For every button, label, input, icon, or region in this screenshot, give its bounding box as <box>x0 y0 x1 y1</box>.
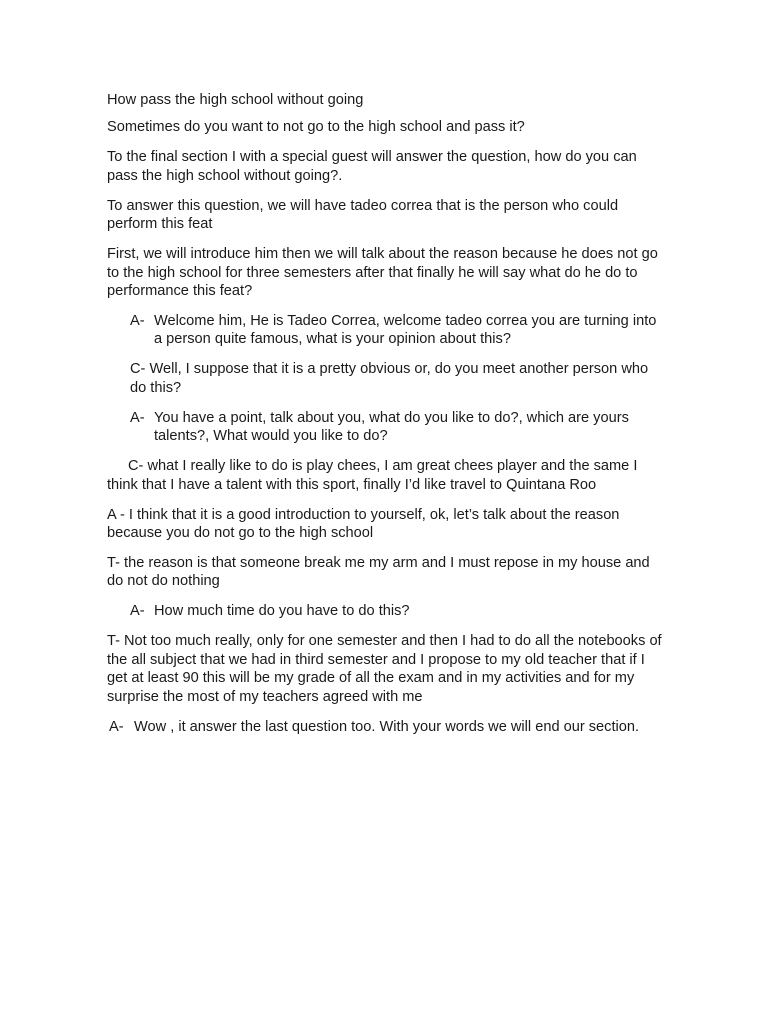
dialogue-text: You have a point, talk about you, what do you like to do?, which are yours talents?, What would you like to do? <box>154 409 629 445</box>
dialogue-a2 <box>107 409 667 446</box>
guest-paragraph: To answer this question, we will have tadeo correa that is the person who could perform this feat <box>107 197 619 233</box>
document-title: How pass the high school without going <box>107 92 364 108</box>
dialogue-marker: A- <box>130 313 145 330</box>
dialogue-c2: C- what I really like to do is play chees, I am great chees player and the same I think that I have a talent with this sport, finally I’d like travel to Quintana Roo <box>107 458 638 493</box>
dialogue-a4 <box>107 602 667 620</box>
dialogue-text: Welcome him, He is Tadeo Correa, welcome tadeo correa you are turning into a person quite famous, what is your opinion about this? <box>154 313 657 348</box>
dialogue-a1 <box>107 312 667 349</box>
dialogue-a5 <box>107 718 667 736</box>
dialogue-marker: A- <box>130 603 145 620</box>
dialogue-t2: T- Not too much really, only for one semester and then I had to do all the notebooks of the all subject that we had in third semester and I propose to my old teacher that if I get at least 90 this will be my grade of all the exam and in my activities and for my surprise the most of my teachers agreed with me <box>107 633 662 705</box>
document-body <box>107 91 667 748</box>
dialogue-a3: A - I think that it is a good introduction to yourself, ok, let’s talk about the reason because you do not go to the high school <box>107 506 620 542</box>
dialogue-marker: A- <box>130 409 145 426</box>
final-section-paragraph: To the final section I with a special guest will answer the question, how do you can pass the high school without going?. <box>107 149 637 184</box>
dialogue-text: How much time do you have to do this? <box>154 603 410 620</box>
dialogue-c1: C- Well, I suppose that it is a pretty obvious or, do you meet another person who do this? <box>130 361 649 396</box>
dialogue-text: Wow , it answer the last question too. With your words we will end our section. <box>134 718 640 735</box>
dialogue-t1: T- the reason is that someone break me my arm and I must repose in my house and do not do nothing <box>107 555 650 590</box>
dialogue-marker: A- <box>109 718 124 735</box>
intro-question-paragraph: Sometimes do you want to not go to the high school and pass it? <box>107 119 525 136</box>
outline-paragraph: First, we will introduce him then we will talk about the reason because he does not go to the high school for three semesters after that finally he will say what do he do to performance this feat? <box>107 246 658 300</box>
